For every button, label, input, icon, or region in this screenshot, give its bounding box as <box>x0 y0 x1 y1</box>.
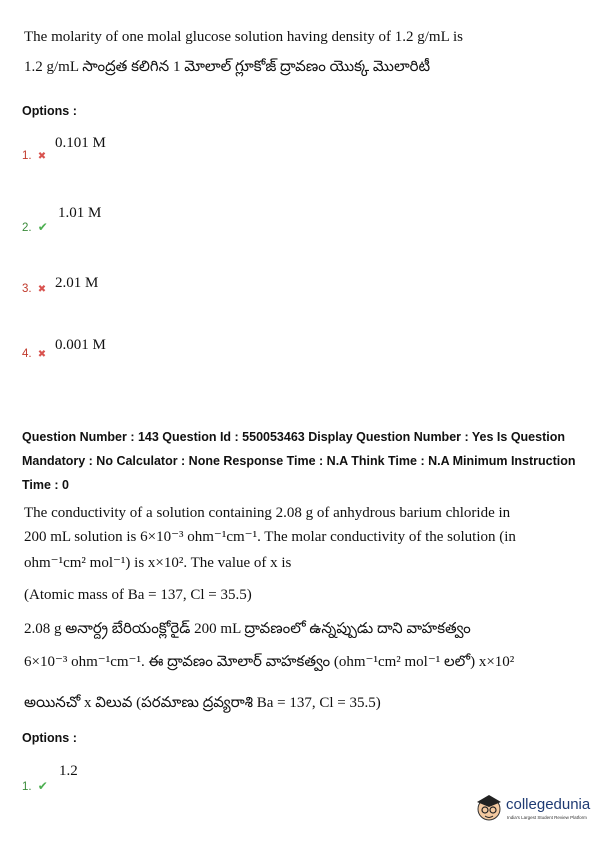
check-icon: ✔ <box>37 779 48 793</box>
brand-name: collegedunia <box>506 796 591 813</box>
option-3-value: 2.01 M <box>55 275 99 291</box>
question-2-en-line: ohm⁻¹cm² mol⁻¹) is x×10². The value of x is <box>24 555 292 571</box>
option-4-value: 0.001 M <box>55 337 106 353</box>
question-2-te-line: 6×10⁻³ ohm⁻¹cm⁻¹. ఈ ద్రావణం మోలార్ వాహకత్వం (ohm⁻¹cm² mol⁻¹ లలో) x×10² <box>24 654 515 670</box>
question-2-en-line: The conductivity of a solution containing 2.08 g of anhydrous barium chloride in <box>24 505 511 521</box>
option-number: 4. <box>22 348 32 360</box>
option-1-value: 0.101 M <box>55 135 106 151</box>
question-2-en-line: 200 mL solution is 6×10⁻³ ohm⁻¹cm⁻¹. The molar conductivity of the solution (in <box>24 529 516 545</box>
cross-icon: ✖ <box>37 349 47 360</box>
option-3 <box>22 283 46 295</box>
option-1 <box>22 150 46 162</box>
option-number: 1. <box>22 150 32 162</box>
option-number: 2. <box>22 222 32 234</box>
option-number: 1. <box>22 781 32 793</box>
cross-icon: ✖ <box>37 151 47 162</box>
option-1-value: 1.2 <box>59 763 78 779</box>
option-number: 3. <box>22 283 32 295</box>
metadata-line: Question Number : 143 Question Id : 550053463 Display Question Number : Yes Is Question <box>22 430 565 444</box>
question-2-te-line: అయినచో x విలువ (పరమాణు ద్రవ్యరాశి Ba = 137, Cl = 35.5) <box>24 695 381 711</box>
question-2-en-line: (Atomic mass of Ba = 137, Cl = 35.5) <box>24 587 252 603</box>
option-1 <box>22 779 48 793</box>
metadata-line: Time : 0 <box>22 478 70 492</box>
option-4 <box>22 348 46 360</box>
question-1-text-te: 1.2 g/mL సాంద్రత కలిగిన 1 మోలాల్ గ్లూకోజ్ ద్రావణం యొక్క మొలారిటీ <box>24 59 431 75</box>
check-icon: ✔ <box>37 220 48 234</box>
question-2-te-line: 2.08 g అనార్ద్ర బేరియంక్లోరైడ్ 200 mL ద్రావణంలో ఉన్నప్పుడు దాని వాహకత్వం <box>24 621 471 637</box>
brand-tagline: India's Largest Student Review Platform <box>507 815 587 820</box>
option-2-value: 1.01 M <box>58 205 102 221</box>
option-2 <box>22 220 48 234</box>
cross-icon: ✖ <box>37 284 47 295</box>
options-label: Options : <box>22 104 77 118</box>
metadata-line: Mandatory : No Calculator : None Response Time : N.A Think Time : N.A Minimum Instruction <box>22 454 576 468</box>
question-1-text-en: The molarity of one molal glucose solution having density of 1.2 g/mL is <box>24 29 463 45</box>
collegedunia-logo <box>474 790 589 830</box>
mascot-icon <box>474 792 504 824</box>
question-metadata <box>22 425 577 497</box>
options-label: Options : <box>22 731 77 745</box>
